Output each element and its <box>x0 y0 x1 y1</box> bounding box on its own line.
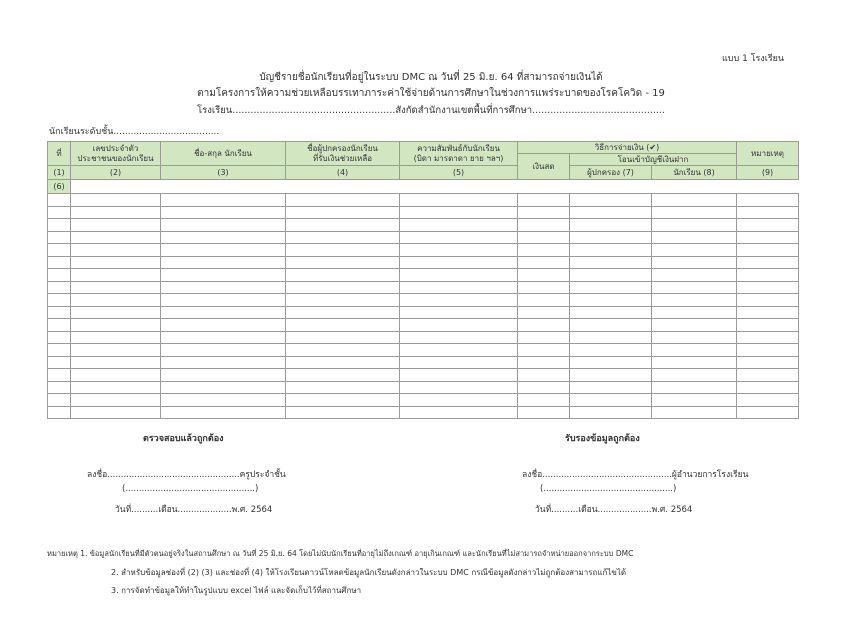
col-header-student-name: ชื่อ-สกุล นักเรียน <box>161 142 286 166</box>
col-header-transfer-student: นักเรียน (8) <box>652 166 737 180</box>
table-cell <box>737 269 799 282</box>
col-num-2: (2) <box>71 166 161 180</box>
table-cell <box>71 281 161 294</box>
table-cell <box>652 269 737 282</box>
table-row <box>48 231 799 244</box>
table-cell <box>652 369 737 382</box>
table-cell <box>161 281 286 294</box>
table-cell <box>48 219 71 232</box>
table-cell <box>400 294 518 307</box>
table-cell <box>286 256 400 269</box>
table-cell <box>737 381 799 394</box>
table-cell <box>652 194 737 207</box>
student-level-field: นักเรียนระดับชั้น..................................... <box>49 127 220 137</box>
table-row <box>48 406 799 419</box>
form-code: แบบ 1 โรงเรียน <box>722 54 785 64</box>
table-cell <box>71 269 161 282</box>
table-cell <box>518 406 570 419</box>
school-affiliation-line: โรงเรียน......................................................สังกัดสำนักงานเขตพื้นที่การศึกษา............................................ <box>197 105 665 116</box>
document-title-line1: บัญชีรายชื่อนักเรียนที่อยู่ในระบบ DMC ณ วันที่ 25 มิ.ย. 64 ที่สามารถจ่ายเงินได้ <box>259 72 603 83</box>
table-cell <box>570 281 652 294</box>
table-row <box>48 256 799 269</box>
table-cell <box>652 294 737 307</box>
table-cell <box>518 306 570 319</box>
table-cell <box>570 256 652 269</box>
table-cell <box>652 244 737 257</box>
table-cell <box>71 356 161 369</box>
table-cell <box>570 369 652 382</box>
table-cell <box>570 194 652 207</box>
table-cell <box>652 281 737 294</box>
document-title-line2: ตามโครงการให้ความช่วยเหลือบรรเทาภาระค่าใช้จ่ายด้านการศึกษาในช่วงการแพร่ระบาดของโรคโควิด - 19 <box>197 88 665 99</box>
table-cell <box>286 294 400 307</box>
table-cell <box>48 356 71 369</box>
table-cell <box>71 394 161 407</box>
table-cell <box>161 206 286 219</box>
col-header-remark: หมายเหตุ <box>737 142 799 166</box>
col-header-relationship-line2: (บิดา มารดาดา ยาย ฯลฯ) <box>413 153 504 163</box>
table-cell <box>286 331 400 344</box>
table-cell <box>400 406 518 419</box>
col-header-transfer-parent: ผู้ปกครอง (7) <box>570 166 652 180</box>
table-cell <box>286 344 400 357</box>
table-cell <box>161 231 286 244</box>
table-cell <box>518 356 570 369</box>
col-header-cash: เงินสด <box>518 154 570 180</box>
table-cell <box>161 294 286 307</box>
table-cell <box>400 394 518 407</box>
table-cell <box>71 344 161 357</box>
table-cell <box>652 331 737 344</box>
table-cell <box>161 381 286 394</box>
col-num-9: (9) <box>737 166 799 180</box>
col-header-citizen-id-line2: ประชาชนของนักเรียน <box>77 153 154 163</box>
table-cell <box>652 344 737 357</box>
right-signature-date: วันที่..........เดือน....................พ.ศ. 2564 <box>535 505 693 515</box>
left-signature-title: ตรวจสอบแล้วถูกต้อง <box>143 434 224 444</box>
table-cell <box>737 219 799 232</box>
table-row <box>48 244 799 257</box>
col-header-guardian-name <box>286 142 400 166</box>
table-cell <box>400 219 518 232</box>
table-cell <box>737 331 799 344</box>
table-cell <box>161 369 286 382</box>
student-list-table <box>47 141 799 419</box>
table-cell <box>161 394 286 407</box>
table-cell <box>518 269 570 282</box>
right-signature-paren: (................................................) <box>540 484 677 494</box>
table-cell <box>400 344 518 357</box>
table-cell <box>161 331 286 344</box>
table-cell <box>48 306 71 319</box>
table-cell <box>48 194 71 207</box>
table-row <box>48 281 799 294</box>
table-cell <box>161 306 286 319</box>
table-cell <box>737 194 799 207</box>
table-cell <box>518 244 570 257</box>
table-cell <box>570 231 652 244</box>
table-cell <box>570 319 652 332</box>
table-row <box>48 206 799 219</box>
table-cell <box>71 206 161 219</box>
table-cell <box>737 369 799 382</box>
left-signature-line: ลงชื่อ.................................................ครูประจำชั้น <box>87 470 286 480</box>
table-cell <box>737 244 799 257</box>
table-cell <box>71 256 161 269</box>
col-header-citizen-id-line1: เลขประจำตัว <box>92 143 139 153</box>
table-row <box>48 394 799 407</box>
table-cell <box>400 231 518 244</box>
left-signature-paren: (................................................) <box>122 484 259 494</box>
col-num-6: (6) <box>48 180 71 194</box>
table-cell <box>48 319 71 332</box>
table-cell <box>161 256 286 269</box>
table-cell <box>518 256 570 269</box>
table-row <box>48 319 799 332</box>
table-cell <box>737 319 799 332</box>
table-cell <box>161 356 286 369</box>
table-cell <box>518 319 570 332</box>
table-cell <box>286 194 400 207</box>
col-header-guardian-line1: ชื่อผู้ปกครองนักเรียน <box>307 143 378 153</box>
table-cell <box>400 306 518 319</box>
table-cell <box>570 306 652 319</box>
table-cell <box>48 231 71 244</box>
table-cell <box>71 219 161 232</box>
table-cell <box>400 281 518 294</box>
table-cell <box>737 281 799 294</box>
left-signature-date: วันที่..........เดือน....................พ.ศ. 2564 <box>115 505 273 515</box>
table-cell <box>161 406 286 419</box>
table-cell <box>400 381 518 394</box>
table-cell <box>570 269 652 282</box>
col-num-3: (3) <box>161 166 286 180</box>
table-cell <box>161 244 286 257</box>
table-cell <box>48 206 71 219</box>
table-cell <box>652 306 737 319</box>
table-cell <box>48 406 71 419</box>
table-cell <box>286 406 400 419</box>
table-cell <box>71 406 161 419</box>
table-cell <box>518 344 570 357</box>
table-cell <box>48 244 71 257</box>
table-cell <box>400 244 518 257</box>
table-cell <box>161 269 286 282</box>
table-cell <box>570 331 652 344</box>
table-cell <box>161 319 286 332</box>
table-cell <box>518 219 570 232</box>
col-header-no: ที่ <box>48 142 71 166</box>
table-cell <box>518 369 570 382</box>
table-cell <box>518 394 570 407</box>
table-cell <box>652 356 737 369</box>
table-cell <box>161 194 286 207</box>
table-cell <box>286 306 400 319</box>
table-cell <box>48 394 71 407</box>
table-row <box>48 194 799 207</box>
table-cell <box>570 244 652 257</box>
table-cell <box>286 206 400 219</box>
table-cell <box>48 331 71 344</box>
table-cell <box>737 344 799 357</box>
table-row <box>48 219 799 232</box>
table-cell <box>286 356 400 369</box>
table-row <box>48 344 799 357</box>
table-cell <box>71 381 161 394</box>
table-cell <box>48 269 71 282</box>
table-cell <box>652 219 737 232</box>
table-cell <box>71 331 161 344</box>
table-cell <box>286 394 400 407</box>
col-num-4: (4) <box>286 166 400 180</box>
table-cell <box>400 331 518 344</box>
table-cell <box>48 344 71 357</box>
table-cell <box>737 306 799 319</box>
table-cell <box>286 281 400 294</box>
table-cell <box>518 231 570 244</box>
table-cell <box>570 206 652 219</box>
table-cell <box>652 206 737 219</box>
table-cell <box>518 294 570 307</box>
table-cell <box>71 306 161 319</box>
table-cell <box>286 269 400 282</box>
table-cell <box>570 406 652 419</box>
table-cell <box>737 356 799 369</box>
table-cell <box>652 256 737 269</box>
table-cell <box>518 331 570 344</box>
table-cell <box>71 194 161 207</box>
table-cell <box>48 381 71 394</box>
right-signature-title: รับรองข้อมูลถูกต้อง <box>565 434 640 444</box>
table-cell <box>518 281 570 294</box>
table-cell <box>652 381 737 394</box>
col-header-bank-transfer: โอนเข้าบัญชีเงินฝาก <box>570 154 737 166</box>
table-row <box>48 369 799 382</box>
table-cell <box>400 206 518 219</box>
table-cell <box>570 394 652 407</box>
table-cell <box>286 369 400 382</box>
table-cell <box>518 381 570 394</box>
table-cell <box>737 406 799 419</box>
table-cell <box>518 206 570 219</box>
table-cell <box>48 256 71 269</box>
table-row <box>48 356 799 369</box>
table-cell <box>652 319 737 332</box>
table-cell <box>737 394 799 407</box>
table-cell <box>570 344 652 357</box>
table-cell <box>652 394 737 407</box>
table-cell <box>286 381 400 394</box>
table-cell <box>71 294 161 307</box>
table-cell <box>400 356 518 369</box>
table-cell <box>400 319 518 332</box>
table-cell <box>737 231 799 244</box>
table-cell <box>71 231 161 244</box>
col-num-5: (5) <box>400 166 518 180</box>
table-cell <box>286 244 400 257</box>
table-row <box>48 269 799 282</box>
table-cell <box>161 219 286 232</box>
table-cell <box>286 231 400 244</box>
col-header-payment-method: วิธีการจ่ายเงิน (✔) <box>518 142 737 154</box>
col-header-relationship <box>400 142 518 166</box>
table-cell <box>286 219 400 232</box>
table-cell <box>71 244 161 257</box>
table-cell <box>71 369 161 382</box>
col-num-1: (1) <box>48 166 71 180</box>
table-cell <box>71 319 161 332</box>
note-line-2: 2. สำหรับข้อมูลช่องที่ (2) (3) และช่องที่ (4) ให้โรงเรียนดาวน์โหลดข้อมูลนักเรียนดังกล่าวในระบบ DMC กรณีข้อมูลดังกล่าวไม่ถูกต้องสามารถแก้ไขได้ <box>111 568 627 577</box>
table-row <box>48 294 799 307</box>
col-header-relationship-line1: ความสัมพันธ์กับนักเรียน <box>417 143 500 153</box>
table-cell <box>737 206 799 219</box>
table-cell <box>570 356 652 369</box>
table-cell <box>48 369 71 382</box>
table-cell <box>737 294 799 307</box>
right-signature-line: ลงชื่อ................................................ผู้อำนวยการโรงเรียน <box>522 470 749 480</box>
table-row <box>48 381 799 394</box>
table-cell <box>286 319 400 332</box>
table-cell <box>400 194 518 207</box>
table-cell <box>737 256 799 269</box>
table-row <box>48 331 799 344</box>
table-cell <box>570 381 652 394</box>
table-cell <box>400 269 518 282</box>
table-cell <box>48 281 71 294</box>
table-cell <box>652 231 737 244</box>
table-cell <box>652 406 737 419</box>
table-cell <box>570 219 652 232</box>
table-row <box>48 306 799 319</box>
col-header-guardian-line2: ที่รับเงินช่วยเหลือ <box>312 153 373 163</box>
col-header-citizen-id <box>71 142 161 166</box>
table-cell <box>48 294 71 307</box>
note-line-3: 3. การจัดทำข้อมูลให้ทำในรูปแบบ excel ไฟล์ และจัดเก็บไว้ที่สถานศึกษา <box>111 586 362 595</box>
table-cell <box>161 344 286 357</box>
table-cell <box>518 194 570 207</box>
table-cell <box>400 369 518 382</box>
table-cell <box>400 256 518 269</box>
note-line-1: หมายเหตุ 1. ข้อมูลนักเรียนที่มีตัวตนอยู่จริงในสถานศึกษา ณ วันที่ 25 มิ.ย. 64 โดยไม่นับนักเรียนที่อายุไม่ถึงเกณฑ์ อายุเกินเกณฑ์ และนักเรียนที่ไม่สามารถจำหน่ายออกจากระบบ DMC <box>47 549 634 558</box>
table-cell <box>570 294 652 307</box>
